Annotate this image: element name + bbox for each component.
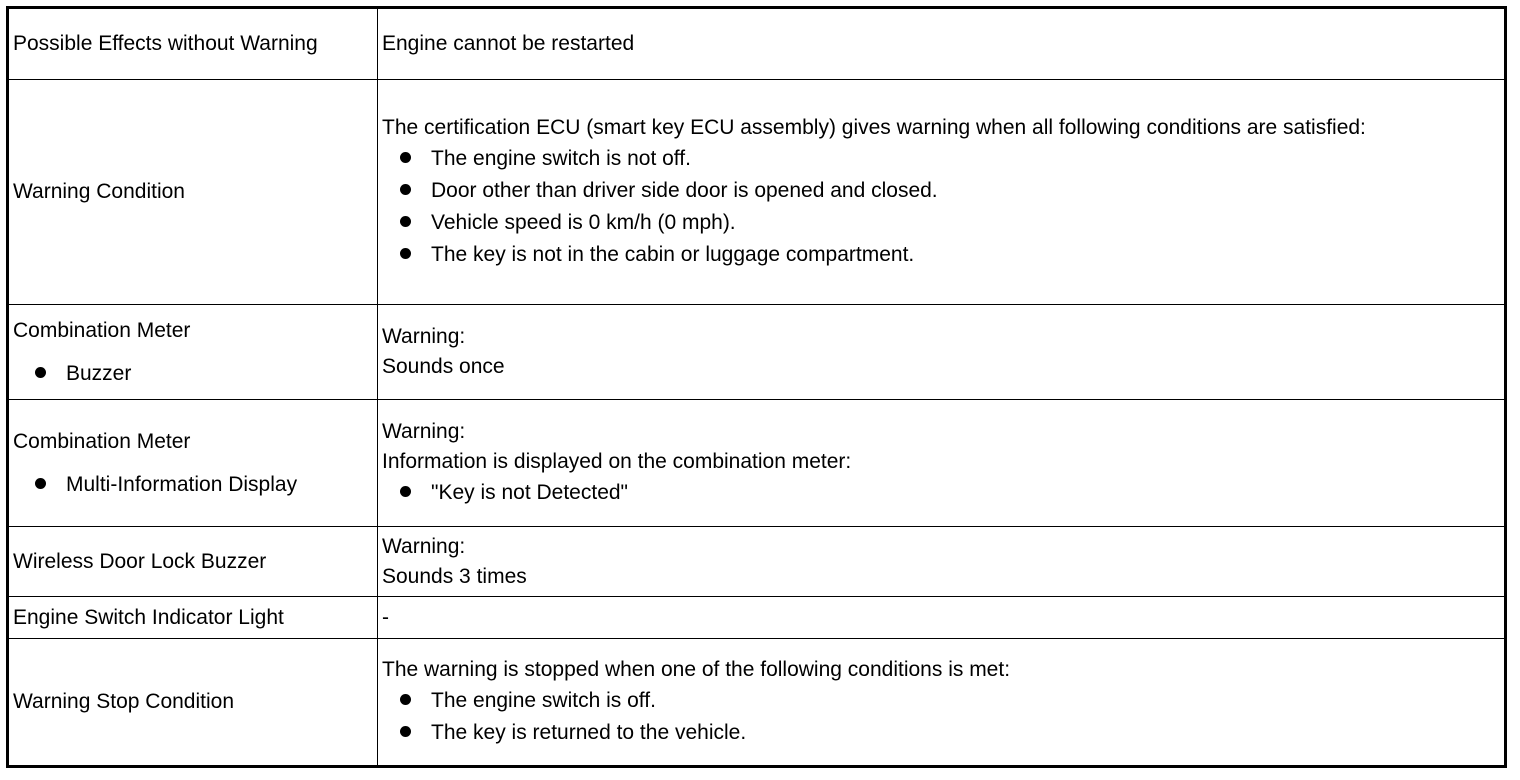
row-label: Possible Effects without Warning — [8, 8, 378, 80]
row-sublabel — [13, 359, 371, 389]
list-item-text: The engine switch is not off. — [431, 147, 691, 170]
warning-info-table — [6, 6, 1507, 768]
list-item-text: "Key is not Detected" — [431, 481, 629, 504]
list-item-text: The engine switch is off. — [431, 689, 656, 712]
row-label-cell — [8, 400, 378, 527]
value-line: Information is displayed on the combination meter: — [382, 450, 852, 473]
display-message-list — [382, 477, 1498, 509]
table-row-warning-condition — [8, 80, 1506, 305]
value-line: Sounds 3 times — [382, 564, 527, 588]
list-item-text: Door other than driver side door is opened and closed. — [431, 179, 938, 202]
list-item-text: The key is not in the cabin or luggage compartment. — [431, 243, 915, 266]
value-line: Sounds once — [382, 355, 505, 378]
condition-intro-text: The warning is stopped when one of the following conditions is met: — [382, 658, 1011, 681]
bullet-icon — [400, 694, 411, 705]
row-value-cell — [378, 305, 1506, 400]
table-row-engine-switch-indicator — [8, 597, 1506, 639]
sublabel-text: Multi-Information Display — [66, 472, 298, 496]
bullet-icon — [35, 367, 46, 378]
row-value-cell — [378, 527, 1506, 597]
row-label: Engine Switch Indicator Light — [8, 597, 378, 639]
table-row-possible-effects — [8, 8, 1506, 80]
value-line: Warning: — [382, 325, 466, 348]
table-row-combination-meter-buzzer — [8, 305, 1506, 400]
list-item-text: The key is returned to the vehicle. — [431, 721, 747, 744]
condition-intro-text: The certification ECU (smart key ECU assembly) gives warning when all following conditions are satisfied: — [382, 116, 1366, 139]
row-value-cell — [378, 400, 1506, 527]
row-value: - — [378, 597, 1506, 639]
row-value-cell — [378, 639, 1506, 767]
bullet-icon — [35, 478, 46, 489]
list-item — [400, 239, 1498, 271]
list-item — [400, 685, 1498, 717]
row-value: Engine cannot be restarted — [378, 8, 1506, 80]
table-row-warning-stop-condition — [8, 639, 1506, 767]
bullet-icon — [400, 216, 411, 227]
row-label: Warning Condition — [8, 80, 378, 305]
value-line: Warning: — [382, 534, 466, 558]
row-label: Combination Meter — [13, 318, 191, 342]
table-row-wireless-door-lock-buzzer — [8, 527, 1506, 597]
list-item — [400, 143, 1498, 175]
bullet-icon — [400, 726, 411, 737]
condition-list — [382, 685, 1498, 749]
bullet-icon — [400, 248, 411, 259]
list-item-text: Vehicle speed is 0 km/h (0 mph). — [431, 211, 736, 234]
list-item — [400, 175, 1498, 207]
list-item — [400, 477, 1498, 509]
table-row-combination-meter-display — [8, 400, 1506, 527]
condition-list — [382, 143, 1498, 271]
row-label: Warning Stop Condition — [8, 639, 378, 767]
sublabel-text: Buzzer — [66, 361, 132, 385]
bullet-icon — [400, 184, 411, 195]
row-label-cell — [8, 305, 378, 400]
bullet-icon — [400, 152, 411, 163]
value-line: Warning: — [382, 420, 466, 443]
list-item — [400, 207, 1498, 239]
row-sublabel — [13, 470, 371, 500]
row-value-cell — [378, 80, 1506, 305]
row-label: Combination Meter — [13, 429, 191, 453]
row-label: Wireless Door Lock Buzzer — [8, 527, 378, 597]
bullet-icon — [400, 486, 411, 497]
list-item — [400, 717, 1498, 749]
